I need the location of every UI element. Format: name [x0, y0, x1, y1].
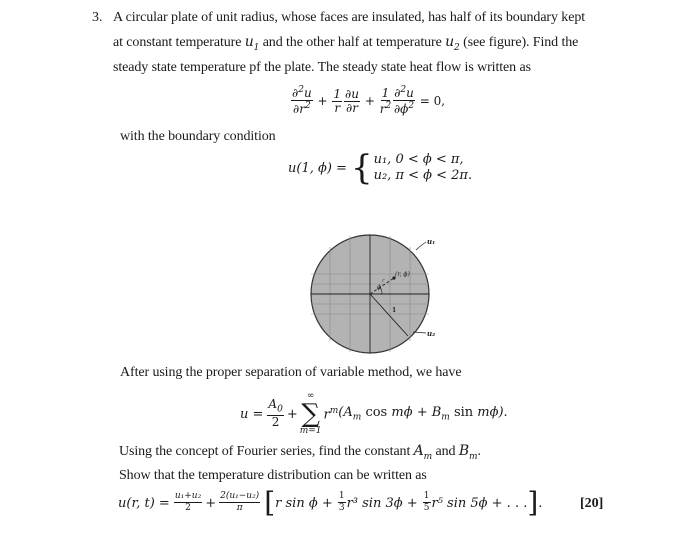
- problem-text-line-2: [113, 34, 578, 53]
- a0-symbol: A: [268, 396, 278, 411]
- angle-label: ϕ: [377, 284, 382, 291]
- r-label: r: [382, 278, 385, 284]
- fourier-text: Using the concept of Fourier series, find the constant $A_m$ and $B_m$.: [119, 443, 481, 462]
- problem-text-line-3: steady state temperature pf the plate. The steady state heat flow is written as: [113, 60, 531, 75]
- u1-label: u₁: [427, 237, 436, 246]
- final-lhs: u(r, t) =: [118, 495, 170, 511]
- final-term-2: r³ sin 3ϕ +: [346, 495, 422, 511]
- problem-number: 3.: [92, 10, 103, 25]
- u1-symbol: $u_1$: [244, 34, 260, 53]
- series-term: ($A_m$ $\cos m\phi + B_m$ sin mϕ).: [338, 405, 508, 423]
- separation-text: After using the proper separation of variable method, we have: [120, 365, 462, 380]
- u2-symbol: $u_2$: [445, 34, 460, 53]
- final-expression: u(r, t) = $\frac{\text{u₁+u₂}}{2}$ + $\frac{\text{2(u₁−u₂)}}{\pi}$ [ r sin ϕ + $\frac{1}{3}$ r³ sin 3ϕ + $\frac{1}{5}$ r⁵ sin 5ϕ + . . . ] .: [118, 486, 543, 519]
- show-text: Show that the temperature distribution can be written as: [119, 468, 427, 483]
- boundary-condition: u(1, ϕ) = { u₁, 0 < ϕ < π, u₂, π < ϕ < 2π.: [288, 148, 473, 188]
- radius-label: 1: [392, 307, 397, 314]
- boundary-intro: with the boundary condition: [120, 129, 276, 144]
- coef-5: 5: [423, 503, 430, 514]
- text-segment: at constant temperature: [113, 35, 242, 50]
- a0-subscript: 0: [277, 404, 283, 415]
- circular-plate-figure: [290, 232, 450, 360]
- coef-1: 1: [338, 491, 345, 502]
- text-segment: and the other half at temperature: [262, 35, 442, 50]
- fourier-text-main: Using the concept of Fourier series, find the constant: [119, 444, 411, 459]
- laplace-equation: $\frac{\partial^2u}{\partial r^2}$ + $\frac{1}{r}$ $\frac{\partial u}{\partial r}$ + $\frac{1}{r^2}$ $\frac{\partial^2u}{\partial\phi^2}$ = 0,: [292, 85, 446, 117]
- sum-upper-limit: ∞: [306, 391, 315, 401]
- series-solution: u = $\frac{A_0}{2}$ + ∞ ∑ m=1 $r^m$ ($A_m$ $\cos m\phi + B_m$ sin mϕ).: [240, 391, 508, 436]
- series-lhs: u =: [240, 406, 264, 422]
- point-label: (r, ϕ): [395, 271, 410, 278]
- final-term-3: r⁵ sin 5ϕ + . . .: [431, 495, 528, 511]
- bc-case-2: u₂, π < ϕ < 2π.: [373, 168, 473, 183]
- frac1-denominator: 2: [185, 503, 191, 514]
- frac2-denominator: π: [236, 503, 243, 514]
- problem-text-line-1: A circular plate of unit radius, whose faces are insulated, has half of its boundary kept: [113, 10, 586, 25]
- final-term-1: r sin ϕ +: [275, 495, 337, 511]
- fourier-and: and: [435, 444, 456, 459]
- bc-lhs: u(1, ϕ) =: [288, 160, 347, 176]
- coef-1b: 1: [423, 491, 430, 502]
- u2-label: u₂: [427, 329, 436, 338]
- sum-lower-limit: m=1: [299, 426, 322, 436]
- frac2-numerator: 2(u₁−u₂): [220, 491, 260, 502]
- marks: [20]: [580, 496, 604, 511]
- pde-rhs: = 0,: [419, 93, 446, 108]
- u1-leader: [416, 242, 426, 250]
- frac1-numerator: u₁+u₂: [174, 491, 202, 502]
- bc-case-1: u₁, 0 < ϕ < π,: [373, 151, 464, 167]
- a0-denominator: 2: [271, 415, 280, 430]
- text-segment: (see figure). Find the: [463, 35, 579, 50]
- coef-3: 3: [338, 503, 345, 514]
